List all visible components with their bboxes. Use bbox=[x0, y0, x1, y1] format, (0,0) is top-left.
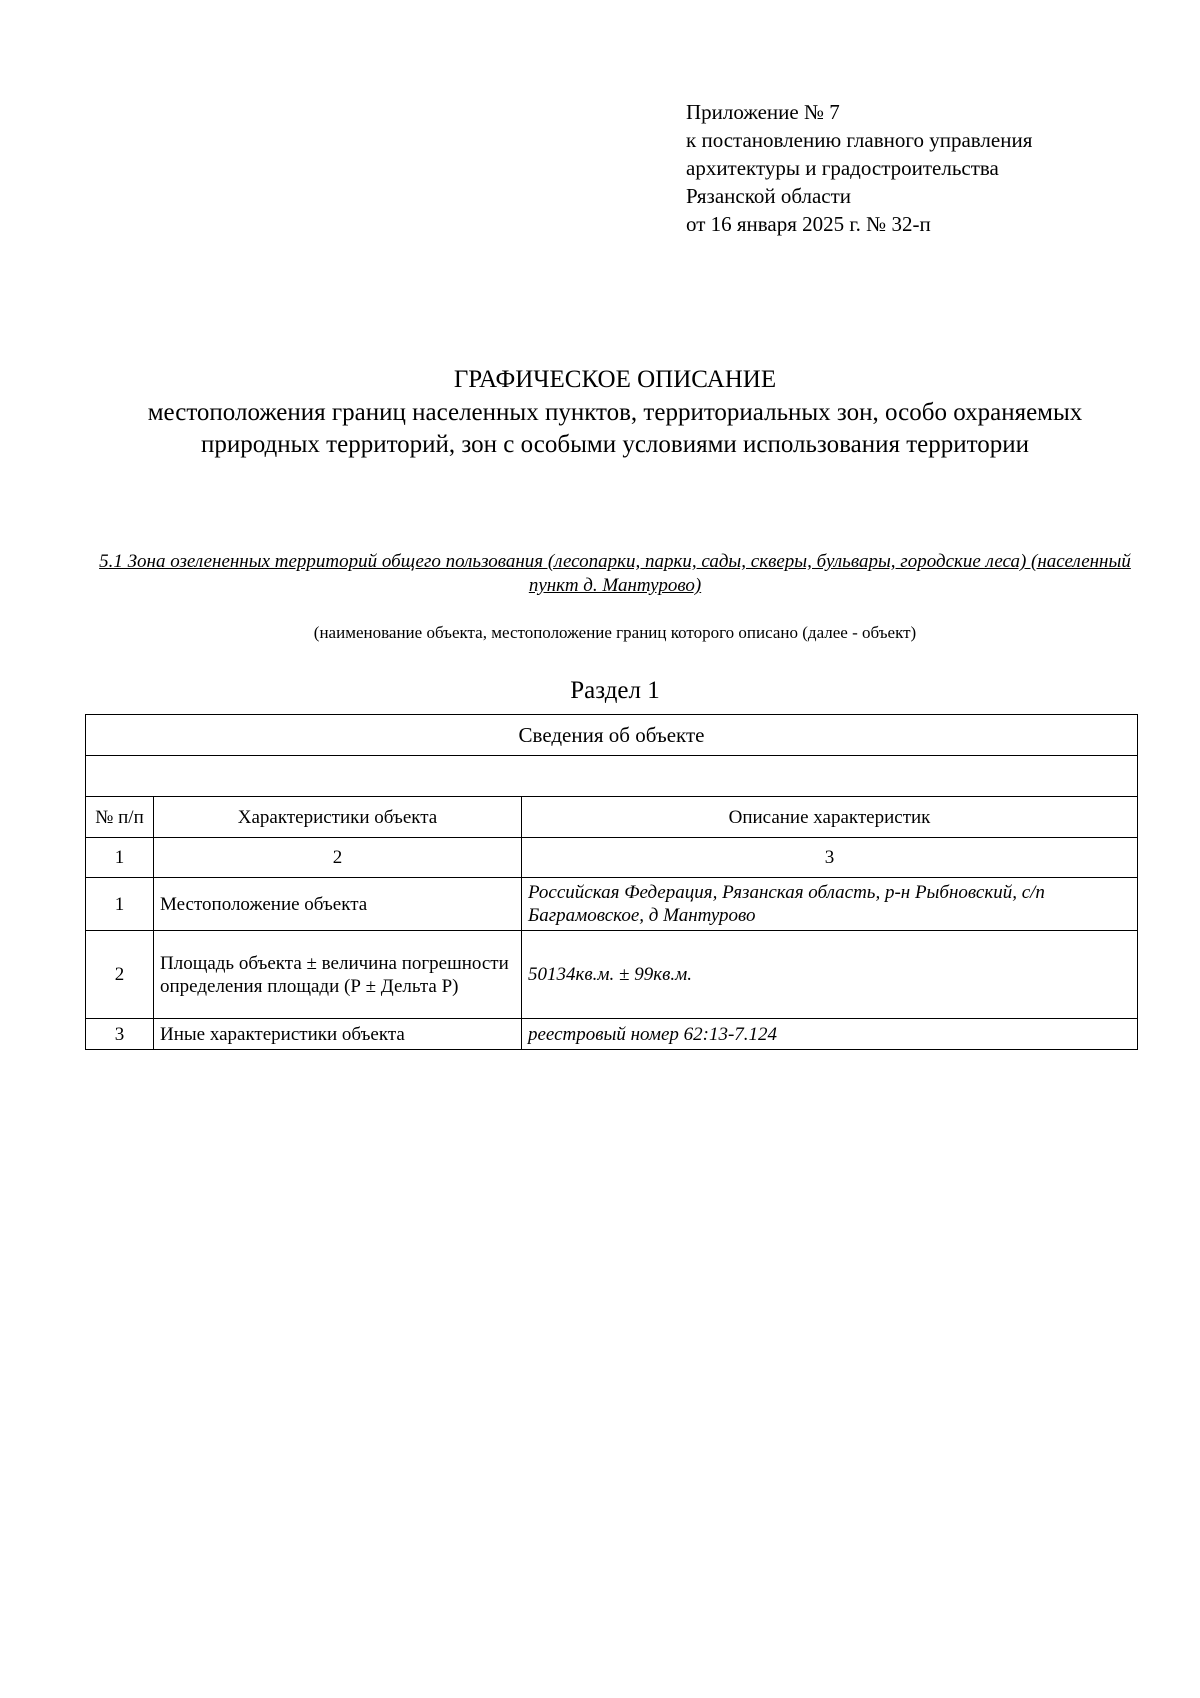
object-info-table bbox=[85, 714, 1138, 1050]
appendix-line: Приложение № 7 bbox=[686, 100, 840, 124]
column-index: 2 bbox=[154, 838, 522, 878]
row-characteristic: Иные характеристики объекта bbox=[154, 1019, 522, 1050]
column-index: 1 bbox=[86, 838, 154, 878]
row-description: реестровый номер 62:13-7.124 bbox=[522, 1019, 1138, 1050]
appendix-line: к постановлению главного управления bbox=[686, 128, 1033, 152]
header-number: № п/п bbox=[86, 797, 154, 838]
header-characteristic: Характеристики объекта bbox=[154, 797, 522, 838]
row-description: 50134кв.м. ± 99кв.м. bbox=[522, 931, 1138, 1019]
table-title: Сведения об объекте bbox=[86, 715, 1138, 756]
table-row bbox=[86, 931, 1138, 1019]
table-row bbox=[86, 878, 1138, 931]
row-number: 2 bbox=[86, 931, 154, 1019]
appendix-block bbox=[686, 98, 1032, 238]
row-number: 1 bbox=[86, 878, 154, 931]
section-title: Раздел 1 bbox=[570, 677, 660, 704]
appendix-line: Рязанской области bbox=[686, 184, 852, 208]
column-index: 3 bbox=[522, 838, 1138, 878]
document-title: ГРАФИЧЕСКОЕ ОПИСАНИЕ bbox=[453, 366, 777, 393]
document-subtitle: местоположения границ населенных пунктов, территориальных зон, особо охраняемых природных территорий, зон с особыми условиями использования территории bbox=[147, 399, 1083, 458]
table-row bbox=[86, 1019, 1138, 1050]
row-characteristic: Местоположение объекта bbox=[154, 878, 522, 931]
appendix-line: архитектуры и градостроительства bbox=[686, 156, 999, 180]
row-number: 3 bbox=[86, 1019, 154, 1050]
table-empty-row bbox=[86, 756, 1138, 797]
header-description: Описание характеристик bbox=[522, 797, 1138, 838]
appendix-line: от 16 января 2025 г. № 32-п bbox=[686, 212, 931, 236]
row-characteristic: Площадь объекта ± величина погрешности определения площади (Р ± Дельта Р) bbox=[154, 931, 522, 1019]
object-name: 5.1 Зона озелененных территорий общего пользования (лесопарки, парки, сады, скверы, бульвары, городские леса) (населенный пункт д. Мантурово) bbox=[99, 551, 1131, 596]
object-caption: (наименование объекта, местоположение границ которого описано (далее - объект) bbox=[313, 623, 917, 642]
row-description: Российская Федерация, Рязанская область, р-н Рыбновский, с/п Баграмовское, д Мантурово bbox=[522, 878, 1138, 931]
